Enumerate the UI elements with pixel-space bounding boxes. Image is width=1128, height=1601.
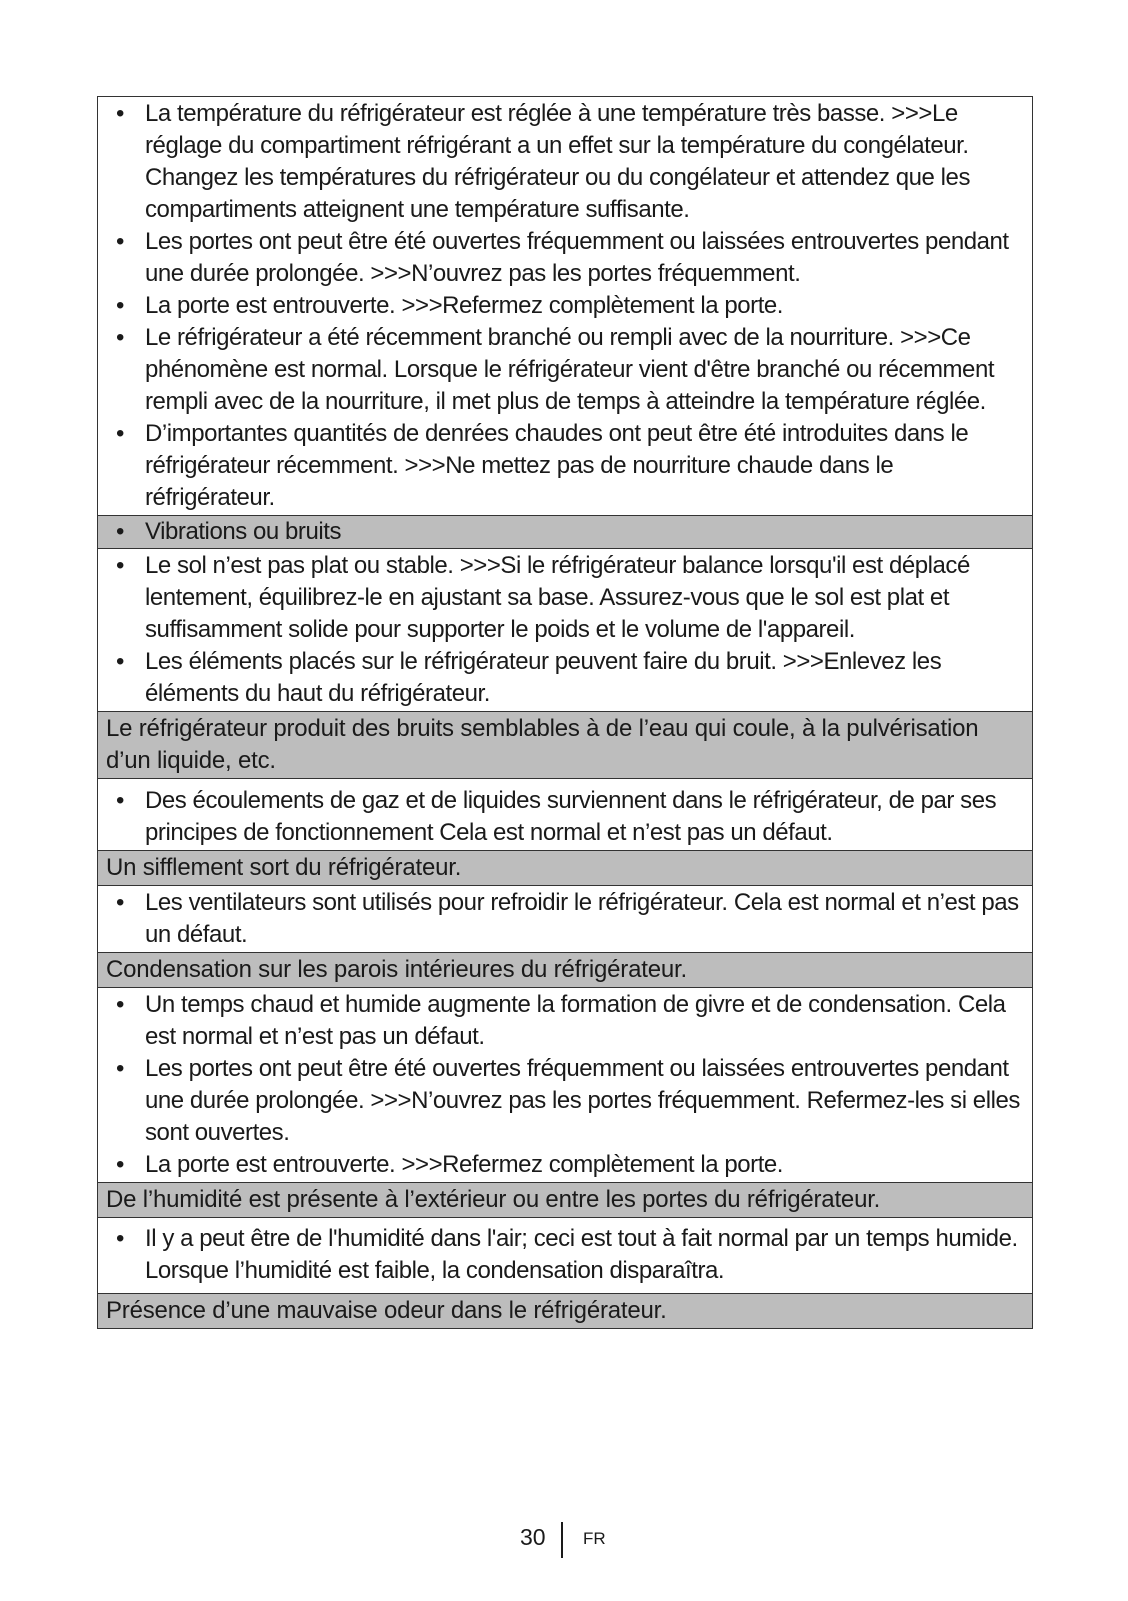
bullet-icon: • bbox=[116, 648, 124, 675]
bullet-icon: • bbox=[116, 1055, 124, 1082]
page-number: 30 bbox=[520, 1524, 546, 1550]
header-odor: Présence d’une mauvaise odeur dans le réfrigérateur. bbox=[98, 1293, 1032, 1328]
section-humidity-causes bbox=[98, 1217, 1032, 1293]
section-vibrations-causes bbox=[98, 548, 1032, 711]
section-whistle-causes bbox=[98, 885, 1032, 952]
bullet-icon: • bbox=[116, 324, 124, 351]
bullet-icon: • bbox=[116, 889, 124, 916]
bullet-icon: • bbox=[116, 100, 124, 127]
list-item: • Un temps chaud et humide augmente la formation de givre et de condensation. Cela est normal et n’est pas un défaut. bbox=[98, 989, 1032, 1053]
bullet-icon: • bbox=[116, 552, 124, 579]
troubleshooting-table bbox=[97, 96, 1033, 1329]
bullet-icon: • bbox=[116, 1225, 124, 1252]
language-code: FR bbox=[583, 1529, 606, 1548]
list-item: • D’importantes quantités de denrées chaudes ont peut être été introduites dans le réfrigérateur récemment. >>>Ne mettez pas de nourriture chaude dans le réfrigérateur. bbox=[98, 418, 1032, 514]
header-humidity: De l’humidité est présente à l’extérieur ou entre les portes du réfrigérateur. bbox=[98, 1182, 1032, 1217]
list-item: • Les ventilateurs sont utilisés pour refroidir le réfrigérateur. Cela est normal et n’est pas un défaut. bbox=[98, 887, 1032, 951]
header-water-noise: Le réfrigérateur produit des bruits semblables à de l’eau qui coule, à la pulvérisation d’un liquide, etc. bbox=[98, 711, 1032, 778]
list-item: • Les portes ont peut être été ouvertes fréquemment ou laissées entrouvertes pendant une durée prolongée. >>>N’ouvrez pas les portes fréquemment. bbox=[98, 226, 1032, 290]
page-footer bbox=[0, 1522, 1128, 1558]
section-temperature-causes bbox=[98, 97, 1032, 515]
section-condensation-causes bbox=[98, 987, 1032, 1182]
list-item: • Le réfrigérateur a été récemment branché ou rempli avec de la nourriture. >>>Ce phénomène est normal. Lorsque le réfrigérateur vient d'être branché ou récemment rempli avec de la nourriture, il met plus de temps à atteindre la température réglée. bbox=[98, 322, 1032, 418]
list-item: • La porte est entrouverte. >>>Refermez complètement la porte. bbox=[98, 290, 1032, 322]
list-item: • La température du réfrigérateur est réglée à une température très basse. >>>Le réglage du compartiment réfrigérant a un effet sur la température du congélateur. Changez les températures du réfrigérateur ou du congélateur et attendez que les compartiments atteignent une température suffisante. bbox=[98, 98, 1032, 226]
list-item: • Le sol n’est pas plat ou stable. >>>Si le réfrigérateur balance lorsqu'il est déplacé lentement, équilibrez-le en ajustant sa base. Assurez-vous que le sol est plat et suffisamment solide pour supporter le poids et le volume de l'appareil. bbox=[98, 550, 1032, 646]
list-item: • Vibrations ou bruits bbox=[98, 516, 1032, 548]
list-item: • Il y a peut être de l'humidité dans l'air; ceci est tout à fait normal par un temps humide. Lorsque l’humidité est faible, la condensation disparaîtra. bbox=[98, 1223, 1032, 1287]
list-item: • Les portes ont peut être été ouvertes fréquemment ou laissées entrouvertes pendant une durée prolongée. >>>N’ouvrez pas les portes fréquemment. Refermez-les si elles sont ouvertes. bbox=[98, 1053, 1032, 1149]
footer-divider bbox=[561, 1522, 563, 1558]
bullet-icon: • bbox=[116, 228, 124, 255]
header-condensation: Condensation sur les parois intérieures du réfrigérateur. bbox=[98, 952, 1032, 987]
bullet-icon: • bbox=[116, 518, 124, 545]
bullet-icon: • bbox=[116, 292, 124, 319]
bullet-icon: • bbox=[116, 1151, 124, 1178]
list-item: • Des écoulements de gaz et de liquides surviennent dans le réfrigérateur, de par ses principes de fonctionnement Cela est normal et n’est pas un défaut. bbox=[98, 785, 1032, 849]
list-item: • Les éléments placés sur le réfrigérateur peuvent faire du bruit. >>>Enlevez les éléments du haut du réfrigérateur. bbox=[98, 646, 1032, 710]
list-item: • La porte est entrouverte. >>>Refermez complètement la porte. bbox=[98, 1149, 1032, 1181]
section-water-noise-causes bbox=[98, 778, 1032, 850]
header-whistle: Un sifflement sort du réfrigérateur. bbox=[98, 850, 1032, 885]
header-vibrations bbox=[98, 515, 1032, 548]
bullet-icon: • bbox=[116, 420, 124, 447]
bullet-icon: • bbox=[116, 991, 124, 1018]
bullet-icon: • bbox=[116, 787, 124, 814]
